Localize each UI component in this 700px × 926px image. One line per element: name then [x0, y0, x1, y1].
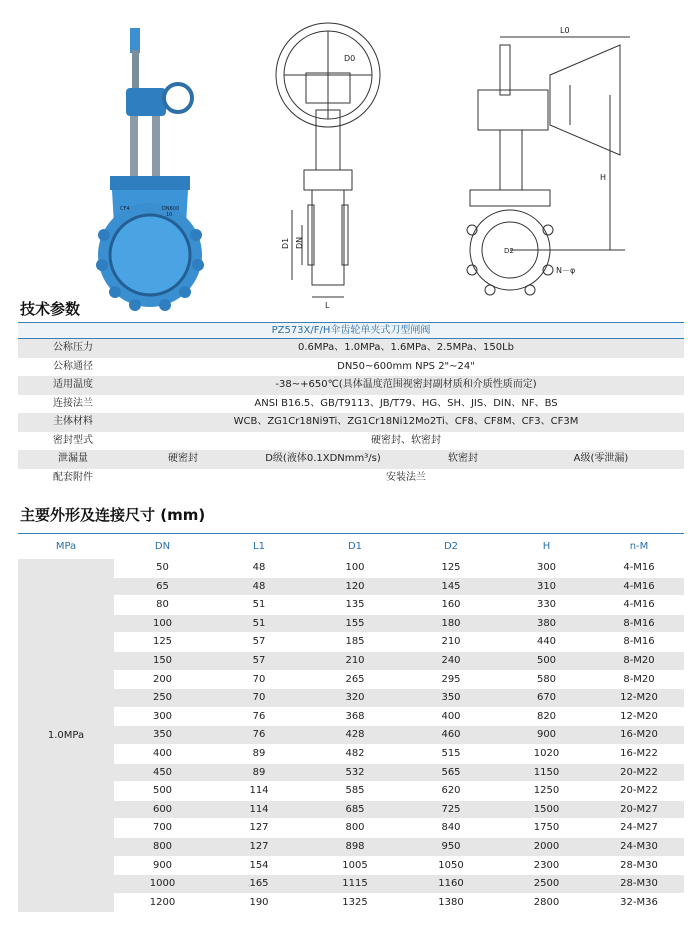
param-row — [18, 376, 684, 395]
param-row — [18, 469, 684, 488]
table-row — [114, 615, 684, 634]
table-row — [114, 652, 684, 671]
cell-d2: 950 — [441, 840, 461, 852]
cell-dn: 300 — [152, 710, 173, 722]
cell-nm: 24-M30 — [620, 840, 658, 852]
cell-nm: 8-M16 — [623, 636, 655, 648]
cell-h: 440 — [536, 636, 557, 648]
cell-d1: 185 — [345, 636, 365, 648]
cell-h: 380 — [536, 617, 557, 629]
cell-dn: 125 — [152, 636, 173, 648]
cell-dn: 150 — [152, 654, 173, 666]
param-label: 主体材料 — [53, 416, 93, 427]
cell-d2: 1380 — [438, 896, 464, 908]
cell-l1: 76 — [252, 710, 266, 722]
cell-l1: 127 — [249, 822, 269, 834]
param-row — [18, 432, 684, 451]
cell-nm: 20-M22 — [620, 766, 658, 778]
dim-DN: DN — [295, 236, 304, 249]
param-label: 泄漏量 — [58, 453, 88, 464]
cell-dn: 450 — [152, 766, 173, 778]
header-d2: D2 — [443, 541, 459, 552]
cell-h: 1250 — [533, 785, 560, 797]
leak-hard-value: D级(液体0.1XDNmm³/s) — [265, 453, 381, 464]
cell-dn: 900 — [152, 859, 173, 871]
table-row — [114, 894, 684, 913]
cell-dn: 1200 — [149, 896, 176, 908]
cell-d1: 155 — [345, 617, 365, 629]
param-row — [18, 339, 684, 358]
cell-nm: 28-M30 — [620, 878, 658, 890]
leak-soft-value: A级(零泄漏) — [573, 453, 629, 464]
dim-L0: L0 — [560, 26, 570, 35]
cell-d1: 320 — [345, 692, 365, 704]
table-row — [114, 578, 684, 597]
cell-d1: 210 — [345, 654, 365, 666]
cell-nm: 16-M22 — [620, 747, 658, 759]
table-row — [114, 708, 684, 727]
valve-label-1: CF4 — [120, 206, 130, 212]
cell-dn: 400 — [152, 747, 173, 759]
cell-d2: 840 — [441, 822, 461, 834]
cell-d1: 265 — [345, 673, 365, 685]
cell-h: 500 — [536, 654, 557, 666]
cell-d1: 898 — [345, 840, 365, 852]
cell-h: 2800 — [533, 896, 560, 908]
cell-d2: 210 — [441, 636, 461, 648]
dims-rows — [114, 559, 684, 912]
header-mpa: MPa — [55, 541, 77, 552]
cell-d1: 585 — [345, 785, 365, 797]
cell-l1: 70 — [252, 673, 266, 685]
dim-D2: D2 — [504, 247, 514, 255]
cell-h: 1020 — [533, 747, 560, 759]
cell-nm: 28-M30 — [620, 859, 658, 871]
cell-nm: 32-M36 — [620, 896, 658, 908]
dims-header-row — [18, 533, 684, 559]
cell-nm: 4-M16 — [623, 580, 655, 592]
cell-d1: 428 — [345, 729, 365, 741]
cell-dn: 250 — [152, 692, 173, 704]
cell-h: 310 — [536, 580, 557, 592]
cell-dn: 600 — [152, 803, 173, 815]
leak-hard-label: 硬密封 — [168, 453, 198, 464]
cell-l1: 51 — [252, 599, 266, 611]
cell-l1: 154 — [249, 859, 269, 871]
header-dn: DN — [154, 541, 171, 552]
cell-dn: 1000 — [149, 878, 176, 890]
param-value: 硬密封、软密封 — [371, 434, 441, 446]
dim-N: N－φ — [556, 266, 576, 275]
cell-h: 1750 — [533, 822, 560, 834]
header-h: H — [542, 541, 551, 552]
cell-h: 580 — [536, 673, 557, 685]
cell-l1: 127 — [249, 840, 269, 852]
param-row — [18, 395, 684, 414]
cell-dn: 50 — [156, 562, 169, 573]
cell-d2: 620 — [441, 785, 461, 797]
cell-l1: 51 — [252, 617, 266, 629]
param-value: DN50~600mm NPS 2"~24" — [337, 360, 475, 372]
cell-l1: 76 — [252, 729, 266, 741]
table-row — [114, 671, 684, 690]
cell-l1: 89 — [252, 747, 266, 759]
cell-h: 2500 — [533, 878, 560, 890]
table-row — [114, 801, 684, 820]
table-row — [114, 559, 684, 578]
cell-l1: 190 — [249, 896, 269, 908]
cell-d1: 368 — [345, 710, 365, 722]
cell-nm: 16-M20 — [620, 729, 658, 741]
header-nm: n-M — [629, 541, 649, 552]
cell-h: 330 — [536, 599, 557, 611]
table-row — [114, 838, 684, 857]
header-l1: L1 — [253, 541, 265, 552]
cell-h: 2000 — [533, 840, 560, 852]
cell-d1: 135 — [345, 599, 365, 611]
cell-d2: 1160 — [438, 878, 464, 890]
cell-d1: 1005 — [342, 859, 368, 871]
dim-L: L — [325, 301, 330, 310]
cell-h: 2300 — [533, 859, 560, 871]
cell-nm: 20-M27 — [620, 803, 658, 815]
cell-dn: 500 — [152, 785, 173, 797]
cell-d1: 482 — [345, 747, 365, 759]
cell-d2: 515 — [441, 747, 461, 759]
cell-nm: 8-M20 — [623, 654, 655, 666]
cell-nm: 20-M22 — [620, 785, 658, 797]
param-row-leakage — [18, 450, 684, 469]
table-row — [114, 745, 684, 764]
cell-l1: 165 — [249, 878, 269, 890]
param-value: ANSI B16.5、GB/T9113、JB/T79、HG、SH、JIS、DIN、NF、BS — [254, 397, 558, 409]
cell-d2: 160 — [441, 599, 461, 611]
dims-body — [18, 559, 684, 912]
cell-d1: 800 — [345, 822, 365, 834]
cell-d2: 145 — [441, 580, 461, 592]
cell-d2: 565 — [441, 766, 461, 778]
cell-h: 670 — [536, 692, 557, 704]
param-label: 配套附件 — [53, 471, 93, 483]
cell-d2: 295 — [441, 673, 461, 685]
cell-d2: 125 — [441, 562, 461, 573]
param-label: 密封型式 — [53, 434, 93, 446]
table-row — [114, 633, 684, 652]
cell-nm: 4-M16 — [623, 599, 655, 611]
cell-d1: 532 — [345, 766, 365, 778]
cell-nm: 24-M27 — [620, 822, 658, 834]
cell-d1: 120 — [345, 580, 365, 592]
cell-nm: 12-M20 — [620, 710, 658, 722]
params-table-title: PZ573X/F/H伞齿轮单夹式刀型闸阀 — [18, 322, 684, 339]
dim-H: H — [600, 173, 607, 182]
table-row — [114, 596, 684, 615]
cell-d2: 725 — [441, 803, 461, 815]
cell-h: 900 — [536, 729, 557, 741]
params-table — [18, 322, 684, 487]
cell-dn: 800 — [152, 840, 173, 852]
param-value: -38~+650℃(具体温度范围视密封副材质和介质性质而定) — [275, 379, 537, 390]
cell-dn: 700 — [152, 822, 173, 834]
cell-dn: 200 — [152, 673, 173, 685]
cell-d1: 100 — [345, 562, 365, 573]
side-view-drawing — [460, 15, 660, 315]
dims-table — [18, 533, 684, 912]
table-row — [114, 726, 684, 745]
cell-h: 1150 — [533, 766, 560, 778]
table-row — [114, 857, 684, 876]
valve-label-3: 10 — [166, 212, 173, 218]
cell-d1: 685 — [345, 803, 365, 815]
cell-d1: 1115 — [342, 878, 368, 890]
valve-label-2: DN600 — [162, 206, 180, 212]
table-row — [114, 819, 684, 838]
cell-l1: 114 — [249, 803, 269, 815]
cell-h: 300 — [536, 562, 557, 573]
cell-nm: 4-M16 — [623, 562, 655, 573]
param-value: 0.6MPa、1.0MPa、1.6MPa、2.5MPa、150Lb — [298, 342, 514, 353]
cell-d2: 460 — [441, 729, 461, 741]
cell-h: 1500 — [533, 803, 560, 815]
cell-dn: 100 — [152, 617, 173, 629]
cell-l1: 89 — [252, 766, 266, 778]
param-label: 适用温度 — [53, 379, 93, 390]
pressure-cell: 1.0MPa — [18, 559, 114, 912]
front-view-drawing — [262, 15, 402, 315]
cell-l1: 48 — [252, 562, 266, 573]
table-row — [114, 689, 684, 708]
dim-D0: D0 — [344, 54, 356, 63]
param-value: 安装法兰 — [386, 471, 426, 483]
param-label: 连接法兰 — [53, 397, 93, 409]
leak-soft-label: 软密封 — [448, 453, 478, 464]
cell-l1: 70 — [252, 692, 266, 704]
table-row — [114, 764, 684, 783]
cell-nm: 12-M20 — [620, 692, 658, 704]
cell-l1: 114 — [249, 785, 269, 797]
cell-nm: 8-M20 — [623, 673, 655, 685]
cell-d1: 1325 — [342, 896, 368, 908]
table-row — [114, 782, 684, 801]
header-d1: D1 — [347, 541, 363, 552]
params-section-title: 技术参数 — [20, 300, 81, 318]
dims-section-title: 主要外形及连接尺寸 (mm) — [20, 506, 206, 524]
cell-l1: 57 — [252, 636, 266, 648]
cell-h: 820 — [536, 710, 557, 722]
param-label: 公称压力 — [53, 342, 93, 353]
cell-nm: 8-M16 — [623, 617, 655, 629]
dim-D1: D1 — [281, 237, 290, 249]
cell-dn: 65 — [156, 580, 169, 592]
table-row — [114, 875, 684, 894]
cell-d2: 350 — [441, 692, 461, 704]
cell-d2: 1050 — [438, 859, 464, 871]
param-value: WCB、ZG1Cr18Ni9Ti、ZG1Cr18Ni12Mo2Ti、CF8、CF8M、CF3、CF3M — [233, 416, 579, 427]
cell-l1: 48 — [252, 580, 266, 592]
cell-dn: 350 — [152, 729, 173, 741]
param-row — [18, 413, 684, 432]
cell-d2: 240 — [441, 654, 461, 666]
param-label: 公称通径 — [53, 360, 93, 372]
cell-d2: 400 — [441, 710, 461, 722]
cell-dn: 80 — [156, 599, 169, 611]
cell-l1: 57 — [252, 654, 266, 666]
param-row — [18, 358, 684, 377]
cell-d2: 180 — [441, 617, 461, 629]
